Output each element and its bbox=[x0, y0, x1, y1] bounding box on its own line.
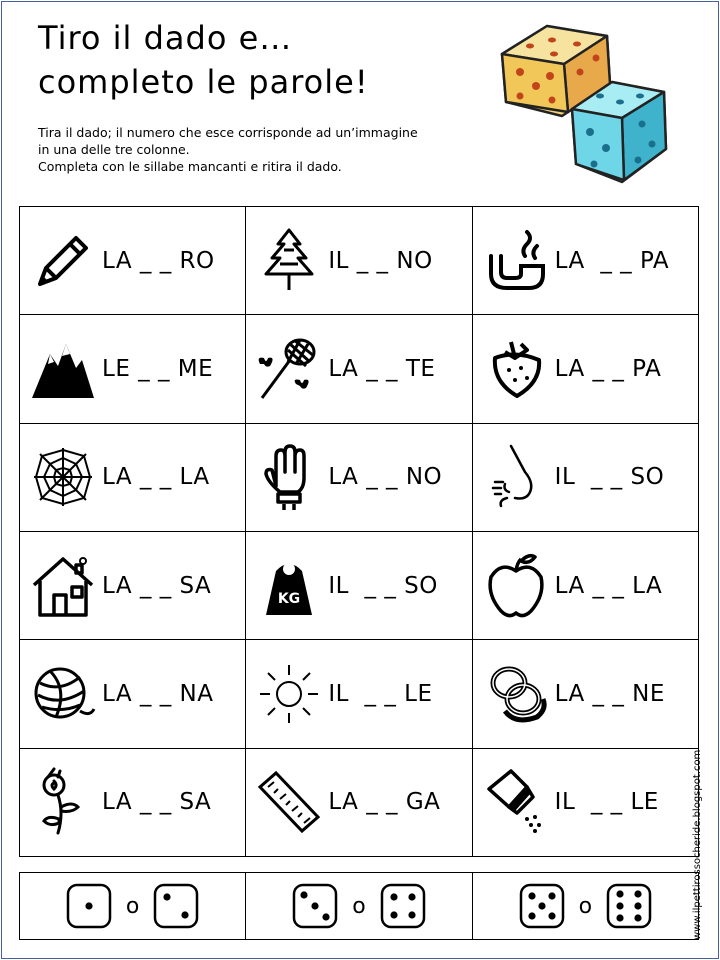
word-prompt: LA _ _ GA bbox=[328, 789, 441, 816]
word-cell-content bbox=[473, 424, 698, 531]
svg-text:KG: KG bbox=[278, 590, 301, 607]
or-separator: o bbox=[352, 893, 366, 919]
word-cell bbox=[246, 748, 472, 856]
die-face-5-icon bbox=[519, 883, 565, 929]
word-cell-content bbox=[246, 315, 471, 422]
word-cell-content bbox=[246, 532, 471, 639]
salt-shaker-icon bbox=[477, 763, 555, 841]
grid-row bbox=[20, 423, 699, 531]
dice-illustration-icon bbox=[492, 14, 672, 194]
word-prompt: LA _ _ LA bbox=[554, 572, 663, 599]
instructions bbox=[38, 124, 418, 175]
word-cell bbox=[472, 423, 698, 531]
word-prompt: LA _ _ NE bbox=[554, 680, 665, 707]
sun-icon bbox=[250, 655, 328, 733]
die-face-2-icon bbox=[153, 883, 199, 929]
word-cell-content bbox=[20, 749, 245, 856]
word-cell-content bbox=[246, 749, 471, 856]
hand-icon bbox=[250, 438, 328, 516]
dice-pair bbox=[20, 873, 245, 939]
word-cell bbox=[472, 207, 698, 315]
rope-icon bbox=[477, 655, 555, 733]
word-prompt: IL _ _ SO bbox=[554, 464, 665, 491]
word-cell bbox=[20, 640, 246, 748]
site-credit: www.ilpettirossocheride.blogspot.com bbox=[692, 749, 703, 940]
die-face-4-icon bbox=[380, 883, 426, 929]
pencil-icon bbox=[24, 222, 102, 300]
word-cell bbox=[20, 423, 246, 531]
title-line-1: Tiro il dado e… bbox=[38, 19, 293, 57]
word-cell-content bbox=[20, 315, 245, 422]
or-separator: o bbox=[125, 893, 140, 919]
word-prompt: IL _ _ SO bbox=[328, 572, 438, 599]
word-cell-content bbox=[246, 640, 471, 747]
word-cell bbox=[20, 531, 246, 639]
word-cell-content bbox=[246, 207, 471, 314]
word-cell-content bbox=[20, 424, 245, 531]
word-cell bbox=[472, 640, 698, 748]
instruction-line-3: Completa con le sillabe mancanti e ritira il dado. bbox=[38, 159, 342, 174]
pine-tree-icon bbox=[250, 222, 328, 300]
word-prompt: LE _ _ ME bbox=[102, 355, 214, 382]
nose-icon bbox=[477, 438, 555, 516]
word-cell bbox=[20, 315, 246, 423]
word-prompt: IL _ _ LE bbox=[554, 789, 659, 816]
word-cell bbox=[20, 748, 246, 856]
die-face-6-icon bbox=[606, 883, 652, 929]
word-prompt: LA _ _ TE bbox=[328, 355, 436, 382]
instruction-line-1: Tira il dado; il numero che esce corrisponde ad un’immagine bbox=[38, 125, 418, 140]
word-cell bbox=[472, 531, 698, 639]
word-prompt: IL _ _ NO bbox=[328, 247, 433, 274]
rose-icon bbox=[24, 763, 102, 841]
mountains-icon bbox=[24, 330, 102, 408]
word-prompt: LA _ _ RO bbox=[102, 247, 215, 274]
butterfly-net-icon bbox=[250, 330, 328, 408]
word-cell bbox=[246, 315, 472, 423]
word-cell-content bbox=[473, 315, 698, 422]
instruction-line-2: in una delle tre colonne. bbox=[38, 142, 190, 157]
word-cell-content bbox=[473, 640, 698, 747]
word-prompt: LA _ _ NO bbox=[328, 464, 443, 491]
word-cell bbox=[246, 640, 472, 748]
word-cell-content bbox=[20, 640, 245, 747]
dice-legend bbox=[19, 872, 699, 940]
word-cell bbox=[472, 748, 698, 856]
strawberry-icon bbox=[477, 330, 555, 408]
word-cell-content bbox=[20, 207, 245, 314]
title-line-2: completo le parole! bbox=[38, 63, 369, 101]
page-title bbox=[38, 16, 369, 104]
dice-pair-cell bbox=[20, 873, 246, 940]
word-prompt: LA _ _ PA bbox=[554, 247, 670, 274]
word-cell bbox=[246, 531, 472, 639]
credit-container bbox=[692, 740, 717, 940]
grid-row bbox=[20, 207, 699, 315]
die-face-3-icon bbox=[292, 883, 338, 929]
word-cell bbox=[472, 315, 698, 423]
grid-row bbox=[20, 640, 699, 748]
house-icon bbox=[24, 547, 102, 625]
word-prompt: LA _ _ SA bbox=[102, 572, 212, 599]
word-cell-content bbox=[20, 532, 245, 639]
word-grid bbox=[19, 206, 699, 857]
word-cell bbox=[246, 207, 472, 315]
word-cell-content bbox=[473, 749, 698, 856]
grid-row bbox=[20, 748, 699, 856]
grid-row bbox=[20, 315, 699, 423]
word-prompt: LA _ _ NA bbox=[102, 680, 214, 707]
word-prompt: IL _ _ LE bbox=[328, 680, 433, 707]
dice-pair bbox=[473, 873, 698, 939]
or-separator: o bbox=[578, 893, 593, 919]
word-prompt: LA _ _ PA bbox=[554, 355, 662, 382]
word-cell-content bbox=[473, 532, 698, 639]
pipe-icon bbox=[477, 222, 555, 300]
dice-pair bbox=[246, 873, 471, 939]
ruler-icon bbox=[250, 763, 328, 841]
dice-pair-cell bbox=[246, 873, 472, 940]
apple-icon bbox=[477, 547, 555, 625]
spider-web-icon bbox=[24, 438, 102, 516]
die-face-1-icon bbox=[66, 883, 112, 929]
word-prompt: LA _ _ LA bbox=[102, 464, 210, 491]
grid-row bbox=[20, 531, 699, 639]
word-cell bbox=[20, 207, 246, 315]
word-cell bbox=[246, 423, 472, 531]
word-prompt: LA _ _ SA bbox=[102, 789, 212, 816]
word-cell-content bbox=[246, 424, 471, 531]
word-cell-content bbox=[473, 207, 698, 314]
dice-pair-cell bbox=[472, 873, 698, 940]
weight-kg-icon bbox=[250, 547, 328, 625]
yarn-ball-icon bbox=[24, 655, 102, 733]
